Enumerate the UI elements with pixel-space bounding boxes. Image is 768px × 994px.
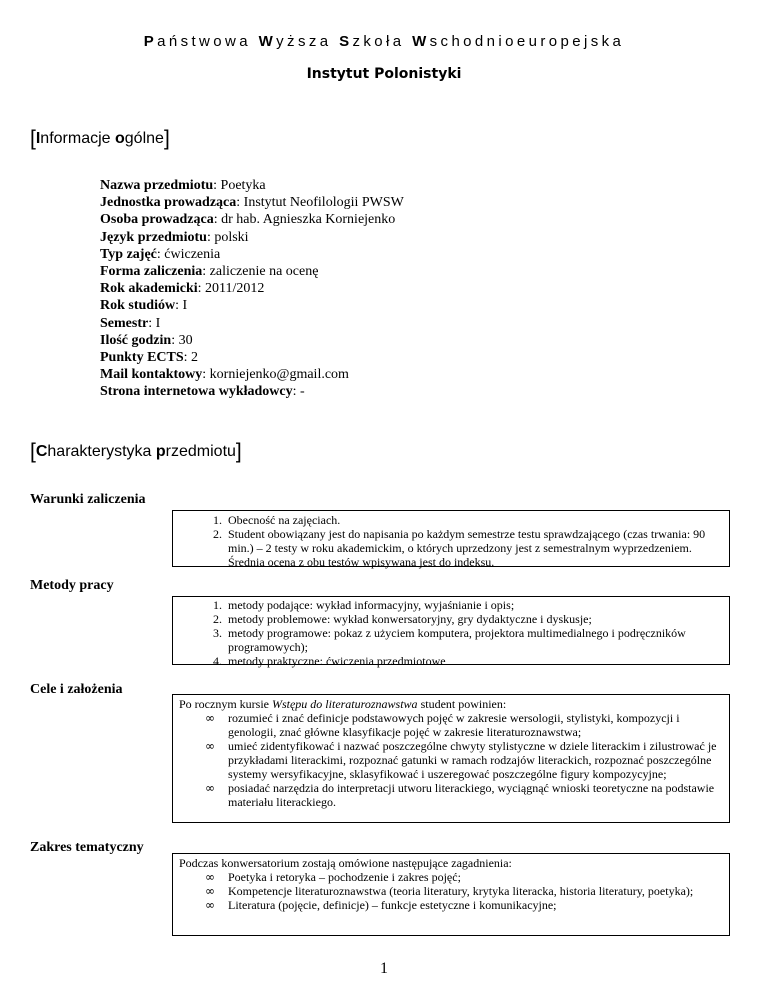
info-row (100, 263, 404, 280)
info-row (100, 211, 404, 228)
list-item: 1. Obecność na zajęciach. (225, 513, 729, 527)
list-item: ∞ Kompetencje literaturoznawstwa (teoria literatury, krytyka literacka, historia literatury, poetyka); (205, 884, 694, 898)
info-value: : 2 (183, 350, 199, 366)
info-value: : Instytut Neofilologii PWSW (236, 195, 404, 211)
info-value: : korniejenko@gmail.com (202, 367, 349, 383)
info-value: : ćwiczenia (156, 246, 221, 262)
university-name: Państwowa Wyższa Szkoła Wschodnioeuropejska (143, 33, 625, 50)
info-label: Punkty ECTS (100, 350, 184, 366)
info-value: : - (292, 384, 305, 400)
info-label: Semestr (100, 315, 149, 331)
course-info-list (100, 177, 404, 401)
info-row (100, 229, 404, 246)
info-value: : Poetyka (213, 178, 266, 193)
info-row (100, 280, 404, 297)
info-label: Ilość godzin (100, 332, 172, 348)
infinity-bullet-icon: ∞ (205, 898, 215, 912)
info-value: : 2011/2012 (197, 281, 265, 297)
list-item: ∞ Poetyka i retoryka – pochodzenie i zakres pojęć; (205, 870, 461, 884)
list-item: 4. metody praktyczne: ćwiczenia przedmiotowe (225, 654, 729, 668)
info-label: Typ zajęć (100, 246, 157, 262)
info-label: Jednostka prowadząca (100, 195, 237, 211)
label-metody: Metody pracy (30, 578, 114, 593)
label-cele: Cele i założenia (30, 682, 123, 697)
info-value: : I (175, 298, 188, 314)
institute-name: Instytut Polonistyki (306, 66, 462, 82)
info-value: : polski (206, 229, 249, 245)
info-row (100, 383, 404, 400)
info-row (100, 194, 404, 211)
list-item: ∞ posiadać narzędzia do interpretacji utworu literackiego, wyciągnąć wnioski teoretyczne na podstawie materiału literackiego. (205, 781, 715, 809)
page-number: 1 (380, 960, 388, 977)
metody-box (172, 596, 730, 668)
info-row (100, 366, 404, 383)
zakres-box (172, 853, 730, 936)
info-label: Język przedmiotu (100, 229, 207, 245)
info-row (100, 315, 404, 332)
cele-intro: Po rocznym kursie Wstępu do literaturoznawstwa student powinien: (179, 697, 507, 711)
info-value: : dr hab. Agnieszka Korniejenko (213, 212, 396, 228)
zakres-intro: Podczas konwersatorium zostają omówione następujące zagadnienia: (179, 856, 512, 870)
label-warunki: Warunki zaliczenia (30, 492, 146, 507)
info-label: Rok studiów (100, 298, 176, 314)
infinity-bullet-icon: ∞ (205, 781, 215, 795)
info-row (100, 177, 404, 194)
list-item: 1. metody podające: wykład informacyjny, wyjaśnianie i opis; (225, 598, 729, 612)
infinity-bullet-icon: ∞ (205, 739, 215, 753)
infinity-bullet-icon: ∞ (205, 870, 215, 884)
info-label: Osoba prowadząca (100, 212, 214, 228)
info-row (100, 332, 404, 349)
info-label: Nazwa przedmiotu (100, 178, 214, 193)
info-label: Strona internetowa wykładowcy (100, 384, 293, 400)
cele-box (172, 694, 730, 823)
section-heading-general: [Informacje ogólne] (30, 127, 170, 150)
info-row (100, 349, 404, 366)
info-row (100, 246, 404, 263)
info-value: : I (148, 315, 161, 331)
list-item: 2. metody problemowe: wykład konwersatoryjny, gry dydaktyczne i dyskusje; (225, 612, 729, 626)
info-label: Forma zaliczenia (100, 264, 203, 280)
list-item: 3. metody programowe: pokaz z użyciem komputera, projektora multimedialnego i podręczników programowych); (225, 626, 729, 654)
list-item: ∞ rozumieć i znać definicje podstawowych pojęć w zakresie wersologii, stylistyki, kompozycji i genologii, znać główne klasyfikacje pojęć w zakresie literaturoznawstwa; (205, 711, 680, 739)
infinity-bullet-icon: ∞ (205, 884, 215, 898)
info-row (100, 297, 404, 314)
section-heading-characteristics: [Charakterystyka przedmiotu] (30, 440, 242, 463)
label-zakres: Zakres tematyczny (30, 840, 144, 855)
infinity-bullet-icon: ∞ (205, 711, 215, 725)
info-label: Rok akademicki (100, 281, 198, 297)
info-value: : 30 (171, 332, 193, 348)
info-value: : zaliczenie na ocenę (202, 264, 319, 280)
info-label: Mail kontaktowy (100, 367, 203, 383)
list-item: 2. Student obowiązany jest do napisania po każdym semestrze testu sprawdzającego (czas trwania: 90 min.) – 2 testy w roku akademickim, o których uprzedzony jest z semestralnym wyprzedzeniem. Średnia ocena z obu testów wpisywana jest do indeksu. (225, 527, 729, 569)
list-item: ∞ umieć zidentyfikować i nazwać poszczególne chwyty stylistyczne w dziele literackim i zilustrować je przykładami literackimi, rozpoznać gatunki w ramach rodzajów literackich, rozpoznać poszczególne systemy wersyfikacyjne, sklasyfikować i uszeregować poszczególne figury kompozycyjne; (205, 739, 717, 781)
warunki-box (172, 510, 730, 567)
list-item: ∞ Literatura (pojęcie, definicje) – funkcje estetyczne i komunikacyjne; (205, 898, 557, 912)
